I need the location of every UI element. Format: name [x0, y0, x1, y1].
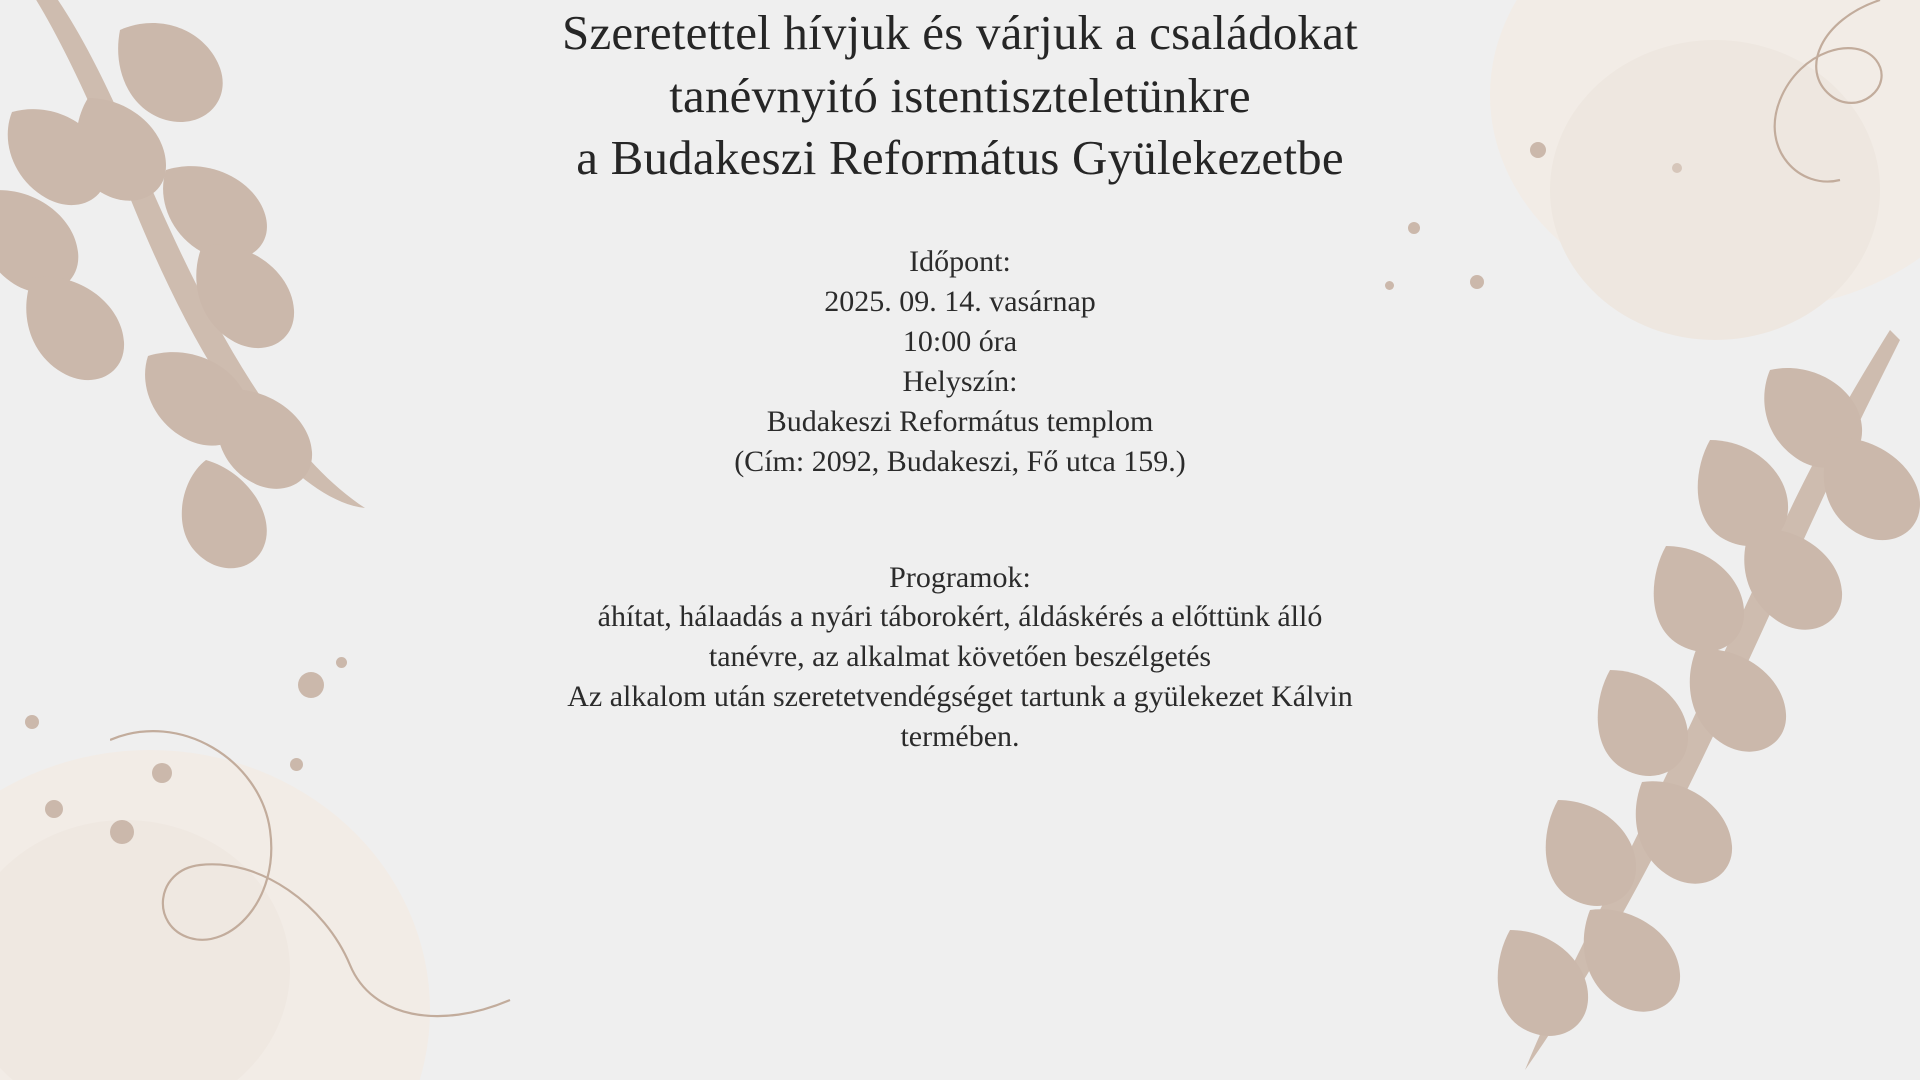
- details-time: 10:00 óra: [902, 324, 1018, 358]
- details-label-venue: Helyszín:: [902, 364, 1018, 398]
- programs-line-2: tanévre, az alkalmat követően beszélgetés: [708, 640, 1212, 674]
- programs-line-4: termében.: [900, 720, 1020, 754]
- decorative-dot: [110, 820, 134, 844]
- background-blob-bottom-left-inner: [0, 820, 290, 1080]
- headline-line-3: a Budakeszi Református Gyülekezetbe: [576, 130, 1344, 186]
- background-blob-bottom-left: [0, 750, 430, 1080]
- details-venue: Budakeszi Református templom: [766, 404, 1154, 438]
- decorative-dot: [290, 758, 303, 771]
- decorative-dot: [45, 800, 63, 818]
- event-details: [360, 242, 1560, 481]
- decorative-dot: [152, 763, 172, 783]
- programs-line-1: áhítat, hálaadás a nyári táborokért, áldáskérés a előttünk álló: [597, 600, 1323, 634]
- programs-line-3: Az alkalom után szeretetvendégséget tartunk a gyülekezet Kálvin: [567, 680, 1353, 714]
- programs-label: Programok:: [889, 560, 1031, 594]
- headline-line-1: Szeretettel hívjuk és várjuk a családokat: [562, 5, 1358, 60]
- page-title: [260, 0, 1660, 190]
- program-section: [380, 558, 1540, 757]
- details-label-time: Időpont:: [909, 245, 1011, 279]
- details-address: (Cím: 2092, Budakeszi, Fő utca 159.): [734, 444, 1186, 478]
- details-date: 2025. 09. 14. vasárnap: [824, 285, 1096, 319]
- headline-line-2: tanévnyitó istentiszteletünkre: [669, 67, 1251, 123]
